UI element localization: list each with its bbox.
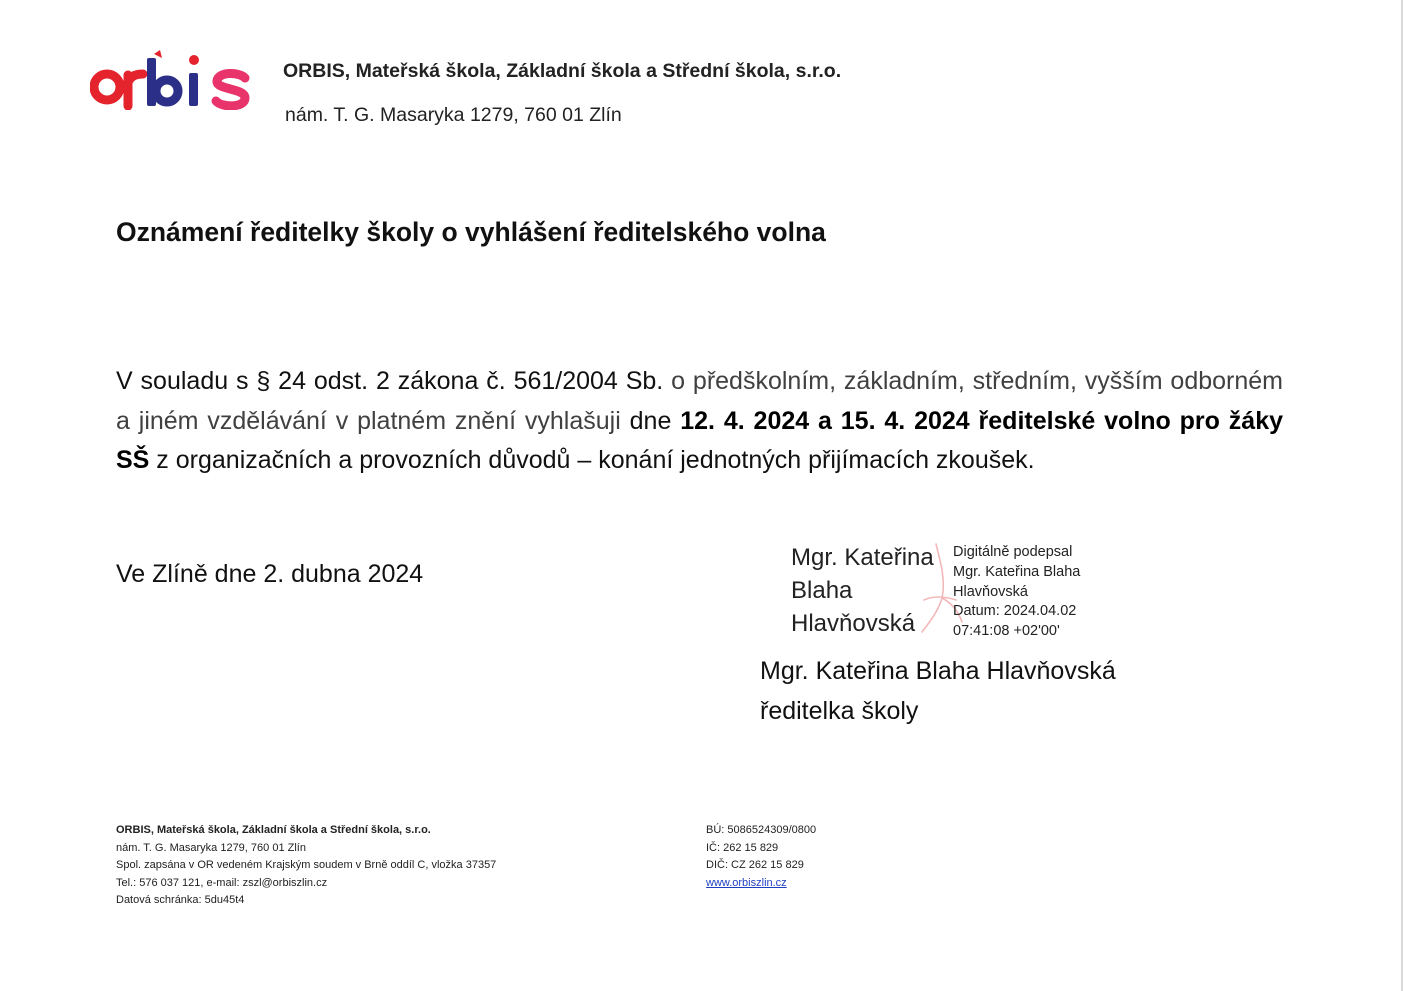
footer-company-name: ORBIS, Mateřská škola, Základní škola a Střední škola, s.r.o. xyxy=(116,824,431,836)
signature-details xyxy=(953,543,1080,642)
footer-address: nám. T. G. Masaryka 1279, 760 01 Zlín xyxy=(116,841,306,854)
footer-registration: Spol. zapsána v OR vedeném Krajským soudem v Brně oddíl C, vložka 37357 xyxy=(116,859,497,872)
footer-ico: IČ: 262 15 829 xyxy=(706,841,779,854)
signature-detail-line: Datum: 2024.04.02 xyxy=(953,603,1077,620)
footer-data-box: Datová schránka: 5du45t4 xyxy=(116,894,245,907)
orbis-logo xyxy=(90,50,255,110)
footer-website-link[interactable]: www.orbiszlin.cz xyxy=(706,876,787,889)
body-text-dne: dne xyxy=(620,406,681,435)
signer-role: ředitelka školy xyxy=(760,696,919,725)
footer-company-info xyxy=(116,822,496,910)
footer-dic: DIČ: CZ 262 15 829 xyxy=(706,859,804,872)
signature-detail-line: Digitálně podepsal xyxy=(953,544,1073,560)
body-holiday-dates: 12. 4. 2024 a 15. 4. 2024 ředitelské volno pro žáky SŠ xyxy=(116,406,1284,474)
document-title: Oznámení ředitelky školy o vyhlášení ředitelského volna xyxy=(116,217,826,247)
body-law-description: o předškolním, základním, středním, vyšším odborném a jiném vzdělávání v platném znění vyhlašuji xyxy=(116,367,1283,435)
signature-name-line: Hlavňovská xyxy=(791,610,916,637)
signature-detail-line: Mgr. Kateřina Blaha xyxy=(953,563,1081,580)
signature-name-line: Mgr. Kateřina xyxy=(791,544,934,571)
place-date: Ve Zlíně dne 2. dubna 2024 xyxy=(116,560,424,588)
footer-bank-info xyxy=(706,822,816,892)
signer-block xyxy=(760,652,1116,731)
signature-detail-line: Hlavňovská xyxy=(953,583,1028,600)
announcement-body xyxy=(116,362,1283,481)
signature-name-line: Blaha xyxy=(791,577,853,604)
body-legal-reference: V souladu s § 24 odst. 2 zákona č. 561/2004 Sb. xyxy=(116,367,664,395)
signer-name: Mgr. Kateřina Blaha Hlavňovská xyxy=(760,657,1116,685)
body-reason: z organizačních a provozních důvodů – konání jednotných přijímacích zkoušek. xyxy=(149,446,1035,474)
footer-contact: Tel.: 576 037 121, e-mail: zszl@orbiszlin.cz xyxy=(116,876,328,889)
footer-bank-account: BÚ: 5086524309/0800 xyxy=(706,824,817,836)
signature-detail-line: 07:41:08 +02'00' xyxy=(953,623,1060,640)
header-org-name: ORBIS, Mateřská škola, Základní škola a Střední škola, s.r.o. xyxy=(283,60,842,82)
header-address: nám. T. G. Masaryka 1279, 760 01 Zlín xyxy=(285,104,622,126)
